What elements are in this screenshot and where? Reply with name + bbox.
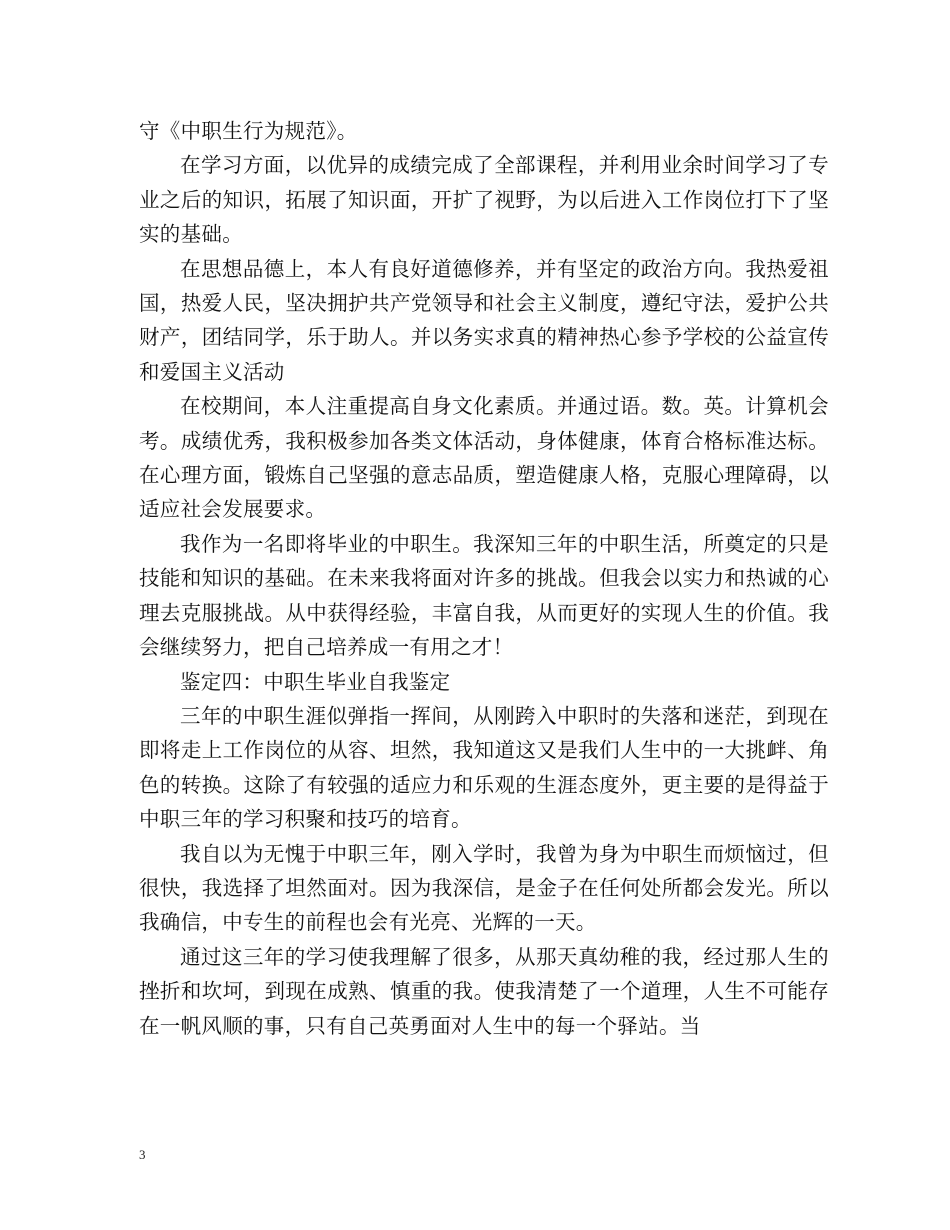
section-heading: 鉴定四：中职生毕业自我鉴定 [180, 669, 451, 694]
paragraph-three-years: 三年的中职生涯似弹指一挥间，从刚跨入中职时的失落和迷茫，到现在即将走上工作岗位的从容、坦然，我知道这又是我们人生中的一大挑衅、角色的转换。这除了有较强的适应力和乐观的生涯态度外，更主要的是得益于中职三年的学习积聚和技巧的培育。 [139, 703, 829, 832]
paragraph-continuation: 守《中职生行为规范》。 [139, 119, 358, 143]
paragraph-school-period: 在校期间，本人注重提高自身文化素质。并通过语。数。英。计算机会考。成绩优秀，我积极参加各类文体活动，身体健康，体育合格标准达标。在心理方面，锻炼自己坚强的意志品质，塑造健康人格，克服心理障碍，以适应社会发展要求。 [139, 394, 829, 522]
paragraph-study: 在学习方面，以优异的成绩完成了全部课程，并利用业余时间学习了专业之后的知识，拓展了知识面，开扩了视野，为以后进入工作岗位打下了坚实的基础。 [139, 153, 829, 247]
paragraph-graduate: 我作为一名即将毕业的中职生。我深知三年的中职生活，所奠定的只是技能和知识的基础。在未来我将面对许多的挑战。但我会以实力和热诚的心理去克服挑战。从中获得经验，丰富自我，从而更好的实现人生的价值。我会继续努力，把自己培养成一有用之才！ [139, 531, 829, 660]
page-number: 3 [139, 1147, 146, 1162]
document-body [139, 114, 829, 1043]
paragraph-no-regret: 我自以为无愧于中职三年，刚入学时，我曾为身为中职生而烦恼过，但很快，我选择了坦然面对。因为我深信，是金子在任何处所都会发光。所以我确信，中专生的前程也会有光亮、光辉的一天。 [139, 841, 829, 935]
paragraph-understanding: 通过这三年的学习使我理解了很多，从那天真幼稚的我，经过那人生的挫折和坎坷，到现在成熟、慎重的我。使我清楚了一个道理，人生不可能存在一帆风顺的事，只有自己英勇面对人生中的每一个驿站。当 [139, 944, 829, 1038]
paragraph-morality: 在思想品德上，本人有良好道德修养，并有坚定的政治方向。我热爱祖国，热爱人民，坚决拥护共产党领导和社会主义制度，遵纪守法，爱护公共财产，团结同学，乐于助人。并以务实求真的精神热心参予学校的公益宣传和爱国主义活动 [139, 256, 829, 384]
